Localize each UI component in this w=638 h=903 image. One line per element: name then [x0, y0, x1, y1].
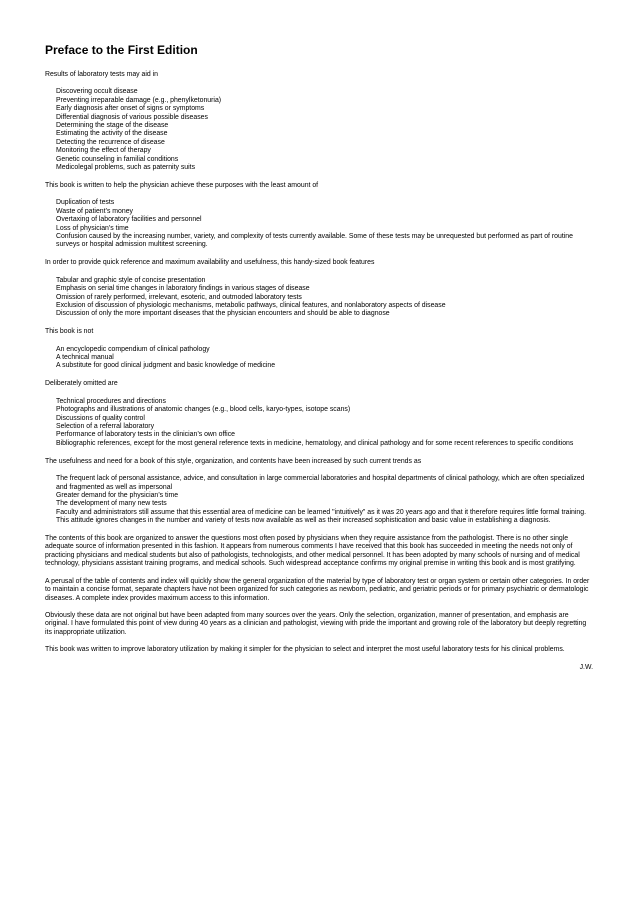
list-item: Overtaxing of laboratory facilities and personnel — [56, 216, 202, 224]
section-list — [56, 475, 593, 525]
list-item: Omission of rarely performed, irrelevant, esoteric, and outmoded laboratory tests — [56, 293, 302, 301]
list-item: Faculty and administrators still assume that this essential area of medicine can be learned "intuitively" as it was 20 years ago and that it therefore requires little formal training. This attitude ignores changes in the number and variety of tests now available as well as their increased sophistication and basic value in establishing a diagnosis. — [56, 508, 586, 525]
list-item: Greater demand for the physician’s time — [56, 491, 179, 499]
list-item: Waste of patient’s money — [56, 207, 133, 215]
section-intro: Results of laboratory tests may aid in — [45, 71, 158, 78]
section-intro: This book is not — [45, 328, 94, 336]
list-item: Duplication of tests — [56, 199, 115, 207]
list-item: Performance of laboratory tests in the clinician’s own office — [56, 431, 235, 439]
list-item: The development of many new tests — [56, 500, 167, 508]
list-item: Confusion caused by the increasing number, variety, and complexity of tests currently available. Some of these tests may be unrequested but performed as part of routine surveys or hospital admission multitest screening. — [56, 233, 573, 249]
list-item: Loss of physician’s time — [56, 224, 129, 232]
list-item: Exclusion of discussion of physiologic mechanisms, metabolic pathways, clinical features, and nonlaboratory aspects of disease — [56, 301, 446, 309]
list-item: Discovering occult disease — [56, 88, 138, 96]
list-item: Selection of a referral laboratory — [56, 423, 155, 430]
body-paragraph: This book was written to improve laboratory utilization by making it simpler for the physician to select and interpret the most useful laboratory tests for his clinical problems. — [45, 646, 565, 654]
body-paragraph: The contents of this book are organized to answer the questions most often posed by physicians when they require assistance from the pathologist. There is no other single adequate source of information presented in this fashion. It appears from numerous comments I have received that this book has succeeded in meeting the needs not only of practicing physicians and medical students but also of pathologists, technologists, and other medical personnel. It has been adopted by many schools of nursing and of medical technology, physicians assistant training programs, and medical schools. Such widespread acceptance confirms my original premise in writing this book and is most gratifying. — [45, 535, 580, 568]
list-item: A technical manual — [56, 354, 114, 362]
section-list — [56, 398, 593, 448]
section-intro: This book is written to help the physician achieve these purposes with the least amount of — [45, 181, 319, 189]
body-paragraph: Obviously these data are not original but have been adapted from many sources over the years. Only the selection, organization, manner of presentation, and emphasis are original. I have formulated this point of view during 40 years as a clinician and pathologist, viewing with pride the important and growing role of the laboratory but deeply regretting its inappropriate utilization. — [45, 611, 587, 636]
list-item: An encyclopedic compendium of clinical pathology — [56, 345, 210, 353]
list-item: Early diagnosis after onset of signs or symptoms — [56, 105, 205, 113]
list-item: Discussions of quality control — [56, 414, 145, 422]
list-item: Detecting the recurrence of disease — [56, 138, 165, 146]
list-item: Medicolegal problems, such as paternity suits — [56, 164, 196, 172]
list-item: Tabular and graphic style of concise presentation — [56, 276, 206, 284]
list-item: Technical procedures and directions — [56, 397, 166, 405]
list-item: Monitoring the effect of therapy — [56, 147, 151, 155]
section-list — [56, 277, 593, 319]
list-item: Determining the stage of the disease — [56, 122, 169, 130]
list-item: Estimating the activity of the disease — [56, 130, 168, 138]
section-intro: Deliberately omitted are — [45, 380, 118, 388]
section-intro: In order to provide quick reference and maximum availability and usefulness, this handy-sized book features — [45, 259, 375, 267]
section-list — [56, 346, 593, 371]
list-item: Emphasis on serial time changes in laboratory findings in various stages of disease — [56, 285, 310, 293]
section-list — [56, 88, 593, 172]
list-item: The frequent lack of personal assistance, advice, and consultation in large commercial laboratories and hospital departments of clinical pathology, which are often specialized and fragmented as well as impersonal — [56, 475, 585, 491]
list-item: Discussion of only the more important diseases that the physician encounters and should be able to diagnose — [56, 310, 390, 318]
list-item: A substitute for good clinical judgment and basic knowledge of medicine — [56, 362, 276, 370]
body-paragraph: A perusal of the table of contents and index will quickly show the general organization of the material by type of laboratory test or organ system or certain other categories. In order to maintain a concise format, separate chapters have not been organized for such categories as newborn, pediatric, and geriatric periods or for primary psychiatric or dermatologic diseases. A complete index provides maximum access to this information. — [45, 577, 590, 602]
list-item: Differential diagnosis of various possible diseases — [56, 113, 208, 121]
section-intro: The usefulness and need for a book of this style, organization, and contents have been increased by such current trends as — [45, 457, 422, 465]
list-item: Bibliographic references, except for the most general reference texts in medicine, hematology, and clinical pathology and for some recent references to specific conditions — [56, 439, 574, 447]
list-item: Preventing irreparable damage (e.g., phenylketonuria) — [56, 96, 222, 104]
signature: J.W. — [579, 663, 593, 671]
list-item: Genetic counseling in familial conditions — [56, 155, 179, 163]
page-title: Preface to the First Edition — [45, 43, 198, 57]
section-list — [56, 199, 593, 249]
list-item: Photographs and illustrations of anatomic changes (e.g., blood cells, karyo-types, isotope scans) — [56, 406, 351, 414]
